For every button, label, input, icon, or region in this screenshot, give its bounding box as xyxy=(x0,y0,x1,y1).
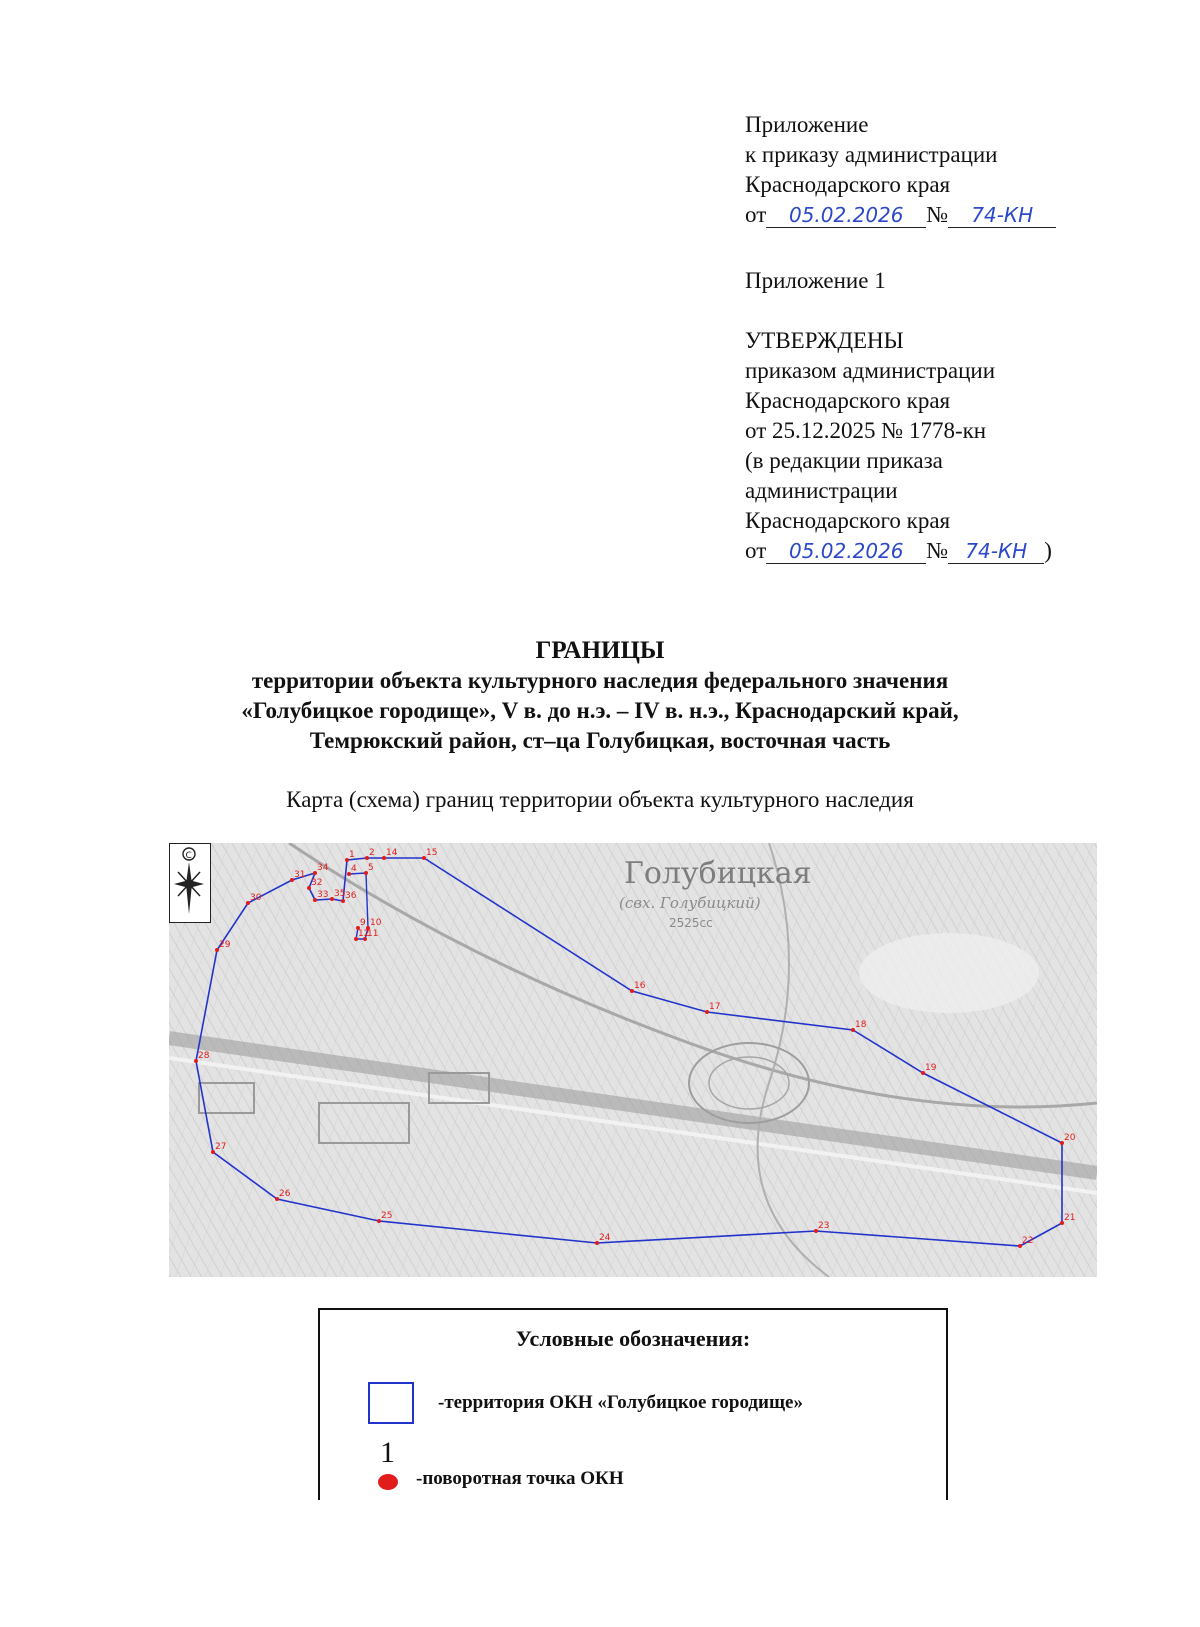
legend-point-label: -поворотная точка ОКН xyxy=(416,1468,624,1489)
approved-number-handwritten: 74-КН xyxy=(948,539,1044,564)
legend-point-number: 1 xyxy=(380,1436,395,1469)
document-heading xyxy=(130,636,1070,756)
map-subtitle: Карта (схема) границ территории объекта культурного наследия xyxy=(286,787,914,812)
approved-line1: УТВЕРЖДЕНЫ xyxy=(745,328,904,353)
turning-point-label-30: 30 xyxy=(250,893,262,903)
turning-point-label-22: 22 xyxy=(1022,1236,1034,1246)
turning-point-label-25: 25 xyxy=(381,1211,393,1221)
turning-point-label-12: 12 xyxy=(358,929,370,939)
map-place-sublabel: (свх. Голубицкий) xyxy=(619,894,761,912)
turning-point-label-24: 24 xyxy=(599,1233,611,1243)
approved-line6: администрации xyxy=(745,478,898,503)
approved-line5: (в редакции приказа xyxy=(745,448,943,473)
map-elevation-label: 2525сс xyxy=(669,916,713,930)
appendix-number-handwritten: 74-КН xyxy=(948,203,1056,228)
turning-point-label-23: 23 xyxy=(818,1221,830,1231)
appendix1-label: Приложение 1 xyxy=(745,268,886,293)
turning-point-label-26: 26 xyxy=(279,1189,291,1199)
map-canvas xyxy=(169,843,1097,1277)
approved-date-line xyxy=(745,536,1105,566)
turning-point-icon xyxy=(378,1474,398,1490)
approved-block xyxy=(745,326,1105,566)
approved-line7: Краснодарского края xyxy=(745,508,951,533)
turning-point-label-35: 35 xyxy=(334,889,346,899)
approved-date-handwritten: 05.02.2026 xyxy=(766,539,926,564)
map-legend xyxy=(318,1308,948,1500)
heading-line1: территории объекта культурного наследия федерального значения xyxy=(251,668,949,693)
appendix-date-prefix: от xyxy=(745,202,767,227)
turning-point-label-5: 5 xyxy=(368,863,374,873)
territory-swatch-icon xyxy=(368,1382,414,1424)
legend-title: Условные обозначения: xyxy=(515,1326,751,1351)
approved-line3: Краснодарского края xyxy=(745,388,951,413)
heading-line3: Темрюкский район, ст–ца Голубицкая, восточная часть xyxy=(309,728,891,753)
turning-point-label-29: 29 xyxy=(219,940,231,950)
turning-point-label-15: 15 xyxy=(426,848,438,858)
turning-point-label-17: 17 xyxy=(709,1002,721,1012)
appendix-date-handwritten: 05.02.2026 xyxy=(766,203,926,228)
appendix-block xyxy=(745,110,1105,230)
heading-line2: «Голубицкое городище», V в. до н.э. – IV в. н.э., Краснодарский край, xyxy=(241,698,959,723)
north-arrow-icon xyxy=(169,843,211,923)
turning-point-label-14: 14 xyxy=(386,848,398,858)
turning-point-label-16: 16 xyxy=(634,981,646,991)
approved-number-prefix: № xyxy=(926,538,949,563)
legend-territory-label: -территория ОКН «Голубицкое городище» xyxy=(438,1392,803,1413)
turning-point-label-31: 31 xyxy=(294,870,306,880)
turning-point-label-32: 32 xyxy=(311,878,323,888)
approved-closing: ) xyxy=(1044,538,1052,563)
appendix1-block xyxy=(745,266,1105,296)
turning-point-label-27: 27 xyxy=(215,1142,227,1152)
approved-date-prefix: от xyxy=(745,538,767,563)
appendix-number-prefix: № xyxy=(926,202,949,227)
turning-point-label-36: 36 xyxy=(345,891,357,901)
appendix-line3: Краснодарского края xyxy=(745,172,951,197)
appendix-line2: к приказу администрации xyxy=(745,142,998,167)
appendix-line1: Приложение xyxy=(745,112,869,137)
boundary-map xyxy=(169,843,1097,1277)
appendix-date-line xyxy=(745,200,1105,230)
turning-point-label-1: 1 xyxy=(349,850,355,860)
turning-point-label-19: 19 xyxy=(925,1063,937,1073)
heading-title: ГРАНИЦЫ xyxy=(535,637,665,664)
map-place-label: Голубицкая xyxy=(624,856,812,891)
turning-point-label-33: 33 xyxy=(317,890,329,900)
turning-point-label-11: 11 xyxy=(367,929,379,939)
turning-point-label-10: 10 xyxy=(370,918,382,928)
turning-point-label-4: 4 xyxy=(351,864,357,874)
turning-point-label-20: 20 xyxy=(1064,1133,1076,1143)
approved-line2: приказом администрации xyxy=(745,358,996,383)
turning-point-label-18: 18 xyxy=(855,1020,867,1030)
turning-point-label-34: 34 xyxy=(317,863,329,873)
turning-point-label-9: 9 xyxy=(360,918,366,928)
approved-line4: от 25.12.2025 № 1778-кн xyxy=(745,418,987,443)
svg-text:С: С xyxy=(185,851,192,861)
turning-point-label-2: 2 xyxy=(369,848,375,858)
turning-point-label-28: 28 xyxy=(198,1051,210,1061)
turning-point-label-21: 21 xyxy=(1064,1213,1076,1223)
